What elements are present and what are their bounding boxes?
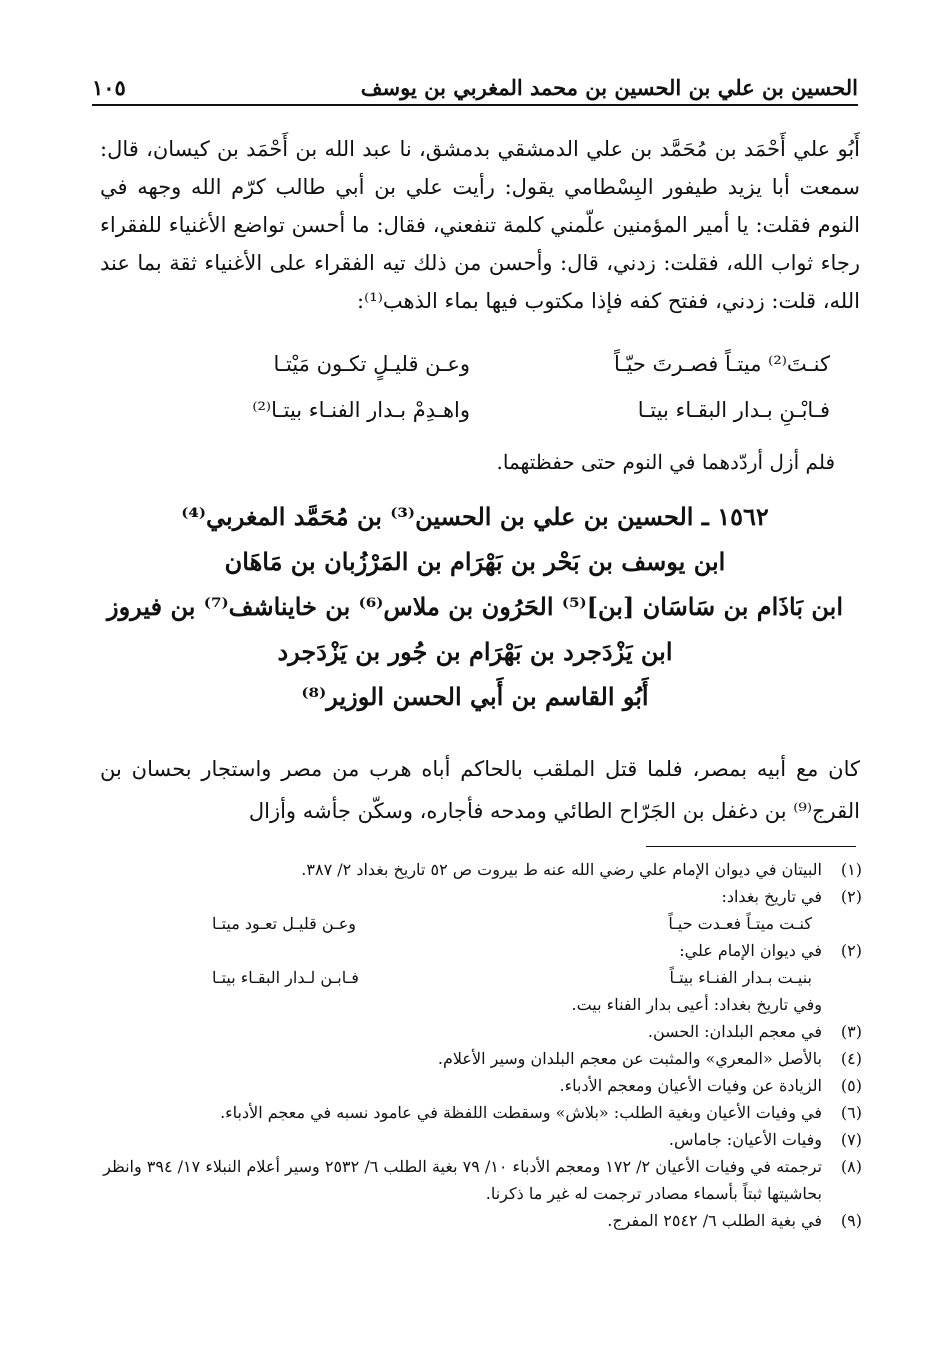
footnote-number: (١) [840, 860, 862, 879]
footnote-number: (٨) [840, 1157, 862, 1176]
footnote-text: في معجم البلدان: الحسن. [647, 1022, 822, 1041]
footnote [92, 1099, 862, 1126]
footnote [92, 1072, 862, 1099]
verse-second-hemistich: وعـن قليـلٍ تكـون مَيْتـا [273, 352, 470, 376]
footnote [92, 1153, 862, 1207]
footnote-text: وفيات الأعيان: جاماس. [668, 1130, 822, 1149]
entry-heading-line: ابن بَاذَام بن سَاسَان [بن]⁽⁵⁾ الحَرُون بن ملاس⁽⁶⁾ بن خايناشف⁽⁷⁾ بن فيروز [107, 592, 843, 621]
verse-second-hemistich: فـابـن لـدار البقـاء بيتـا [212, 968, 359, 987]
entry-heading-line: أَبُو القاسم بن أَبي الحسن الوزير⁽⁸⁾ [301, 682, 649, 711]
footnote-number: (٦) [840, 1103, 862, 1122]
footnote-text: في ديوان الإمام علي: [679, 941, 822, 960]
footnote [92, 937, 862, 964]
footnote-number: (٩) [840, 1211, 862, 1230]
entry-heading-line: ابن يَزْدَجرد بن بَهْرَام بن جُور بن يَزْدَجرد [277, 637, 673, 666]
footnote [92, 1126, 862, 1153]
footnote-text: في بغية الطلب ٦/ ٢٥٤٢ المفرج. [607, 1211, 822, 1230]
footnote-number: (٥) [840, 1076, 862, 1095]
verse-first-hemistich: كنـتَ⁽²⁾ ميتـاً فصـرتَ حيّـاً [614, 352, 830, 376]
footnote-text: بالأصل «المعري» والمثبت عن معجم البلدان وسير الأعلام. [437, 1049, 822, 1068]
narration-paragraph: أَبُو علي أَحْمَد بن مُحَمَّد بن علي الدمشقي بدمشق، نا عبد الله بن أَحْمَد بن كيسان، قال: سمعت أبا يزيد طيفور البِسْطامي يقول: رأيت علي بن أبي طالب كرّم الله وجهه في النوم فقلت: يا أمير المؤمنين علّمني كلمة تنفعني، فقال: ما أحسن تواضع الأغنياء للفقراء رجاء ثواب الله، فقلت: زدني، قال: وأحسن من ذلك تيه الفقراء على الأغنياء ثقة بما عند الله، قلت: زدني، ففتح كفه فإذا مكتوب فيها بماء الذهب⁽¹⁾: [100, 137, 860, 313]
footnote-number: (٧) [840, 1130, 862, 1149]
verse-first-hemistich: فـابْـنِ بـدار البقـاء بيتـا [637, 398, 830, 422]
main-text [100, 130, 860, 320]
footnote-number: (٢) [840, 887, 862, 906]
entry-heading [90, 494, 860, 719]
verse-first-hemistich: بنيـت بـدار الفنـاء بيتـاً [669, 968, 812, 987]
verse-first-hemistich: كنـت ميتـاً فعـدت حيـاً [668, 914, 812, 933]
entry-heading-line: ابن يوسف بن بَحْر بن بَهْرَام بن المَرْزُبان بن مَاهَان [224, 547, 726, 576]
footnote-number: (٤) [840, 1049, 862, 1068]
footnote-text: في تاريخ بغداد: [721, 887, 822, 906]
footnote-number: (٢) [840, 941, 862, 960]
running-title: الحسين بن علي بن الحسين بن محمد المغربي بن يوسف [360, 75, 858, 100]
footnote-number: (٣) [840, 1022, 862, 1041]
verse-second-hemistich: واهـدِمْ بـدار الفنـاء بيتـا⁽²⁾ [252, 398, 470, 422]
verse-second-hemistich: وعـن قليـل تعـود ميتـا [212, 914, 357, 933]
footnote-text: البيتان في ديوان الإمام علي رضي الله عنه ط بيروت ص ٥٢ تاريخ بغداد ٢/ ٣٨٧. [301, 860, 822, 879]
footnote [92, 1045, 862, 1072]
page-number: ١٠٥ [92, 75, 126, 100]
footnote-text: في وفيات الأعيان وبغية الطلب: «بلاش» وسقطت اللفظة في عامود نسبه في معجم الأدباء. [220, 1103, 822, 1122]
footnotes [92, 856, 862, 1234]
footnote-text: الزيادة عن وفيات الأعيان ومعجم الأدباء. [559, 1076, 822, 1095]
footnote [92, 883, 862, 910]
biography-paragraph: كان مع أبيه بمصر، فلما قتل الملقب بالحاكم أباه هرب من مصر واستجار بحسان بن القرج⁽⁹⁾ بن دغفل بن الجَرّاح الطائي ومدحه فأجاره، وسكّن جأشه وأزال [100, 757, 860, 823]
footnote-text: ترجمته في وفيات الأعيان ٢/ ١٧٢ ومعجم الأدباء ١٠/ ٧٩ بغية الطلب ٦/ ٢٥٣٢ وسير أعلام النبلاء ١٧/ ٣٩٤ وانظر بحاشيتها ثبتاً بأسماء مصادر ترجمت له غير ما ذكرنا. [103, 1157, 822, 1203]
biography-text [100, 748, 860, 832]
footnote [92, 856, 862, 883]
verse-line [150, 398, 830, 422]
footnote-verse [92, 964, 862, 991]
footnote-text: وفي تاريخ بغداد: أعيى بدار الفناء بيت. [571, 995, 822, 1014]
footnote [92, 1018, 862, 1045]
closing-line: فلم أزل أردّدهما في النوم حتى حفظتهما. [496, 450, 835, 474]
footnote-verse [92, 910, 862, 937]
verse-line [150, 352, 830, 376]
page-header [92, 62, 858, 106]
entry-heading-line: ١٥٦٢ ـ الحسين بن علي بن الحسين⁽³⁾ بن مُحَمَّد المغربي⁽⁴⁾ [181, 502, 769, 531]
footnote [92, 1207, 862, 1234]
footnote-divider [646, 846, 856, 847]
